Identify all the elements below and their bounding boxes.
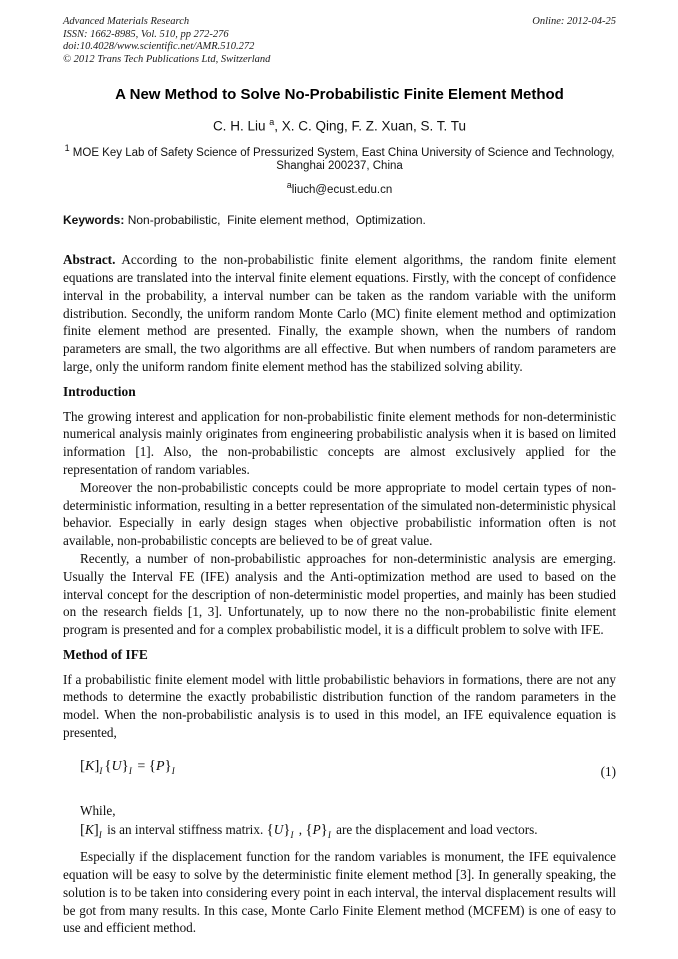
introduction-heading: Introduction [63,383,136,399]
keywords-text: Non-probabilistic, Finite element method, Optimization. [124,213,426,228]
matrix-description-text-3: are the displacement and load vectors. [332,822,538,838]
equation-row [63,758,616,781]
right-brace-p: } [320,822,328,839]
interval-subscript: I [128,765,132,776]
left-bracket: [ [80,757,85,774]
affiliation-text: MOE Key Lab of Safety Science of Pressurized System, East China University of Science and Technology, Shanghai 200237, China [69,146,615,173]
left-brace-p: { [305,822,313,839]
affiliation-line [63,141,616,174]
left-brace-u: { [104,757,112,774]
paper-title: A New Method to Solve No-Probabilistic Finite Element Method [115,86,564,103]
right-brace-p: } [164,757,172,774]
keywords-line [63,213,616,227]
journal-header [63,16,616,66]
paper-body [63,251,616,937]
load-vector-symbol: P [312,822,321,838]
email-line [63,180,616,196]
equals-sign: = [133,758,149,774]
authors-line [63,117,616,134]
matrix-description-line [63,821,616,845]
right-bracket: ] [94,757,100,774]
interval-subscript: I [99,765,103,776]
doi-line: doi:10.4028/www.scientific.net/AMR.510.272 [63,41,255,52]
stiffness-matrix-symbol: K [85,758,95,774]
method-paragraph-1: If a probabilistic finite element model with little probabilistic behaviors in formations, there are not any methods to determine the exactly probabilistic distribution function of the random parameters in the model. When the non-probabilistic analysis is to used in this model, an IFE equivalence equation is presented, [63,671,616,741]
authors-pre: C. H. Liu [212,118,270,134]
method-heading: Method of IFE [63,646,148,662]
left-brace-u: { [266,822,274,839]
load-vector-symbol: P [155,758,165,774]
copyright-line: © 2012 Trans Tech Publications Ltd, Switzerland [63,53,271,65]
right-brace-u: } [121,757,129,774]
introduction-paragraph-2: Moreover the non-probabilistic concepts could be more appropriate to model certain types of non-deterministic information, resulting in a better representation of the simulated non-deterministic physical behavior. Especially in early design stages when objective probabilistic information often is not available, non-probabilistic concepts are believed to be of great value. [63,479,616,549]
journal-name: Advanced Materials Research [63,16,190,27]
authors-post: , X. C. Qing, F. Z. Xuan, S. T. Tu [274,118,467,134]
keywords-label: Keywords: [63,213,125,228]
matrix-description-text-1: is an interval stiffness matrix. [103,822,267,838]
stiffness-matrix-symbol: K [85,822,94,838]
email-superscript: a [286,180,292,191]
left-brace-p: { [148,757,156,774]
affiliation-superscript: 1 [64,142,70,153]
left-bracket: [ [80,822,85,839]
author-superscript: a [269,117,275,127]
introduction-paragraph-1: The growing interest and application for non-probabilistic finite element methods for non-deterministic numerical analysis mainly originates from engineering probabilistic analysis when it is based on limited information [1]. Also, the non-probabilistic concepts are almost exclusively applied for the representation of random variables. [63,408,616,477]
displacement-vector-symbol: U [273,822,284,838]
online-date: Online: 2012-04-25 [532,16,616,27]
while-label: While, [80,802,116,818]
email-text: liuch@ecust.edu.cn [291,184,393,197]
matrix-description-text-2: , [295,822,306,838]
interval-subscript: I [290,830,294,841]
right-bracket: ] [93,822,99,839]
abstract-paragraph [63,251,616,376]
equation-number: (1) [600,763,616,779]
interval-subscript: I [327,830,331,841]
abstract-text: According to the non-probabilistic finite element algorithms, the random finite element equations are translated into the interval finite element equations. Firstly, with the concept of confidence interval in the probability, a interval number can be taken as the random variable with the uniform distribution. Secondly, the uniform random Monte Carlo (MC) finite element method and optimization finite element method are presented. Finally, the example shown, when the numbers of random parameters are small, the two algorithms are all effective. But when numbers of random parameters are large, only the uniform random finite element method has the stabilized solving ability. [63,252,616,374]
equation-math [63,758,177,781]
introduction-paragraph-3: Recently, a number of non-probabilistic approaches for non-deterministic analysis are emerging. Usually the Interval FE (IFE) analysis and the Anti-optimization method are used to based on the interval concept for the description of non-deterministic model properties, and mainly has been studied on the research fields [1, 3]. Unfortunately, up to now there no the non-probabilistic finite element program is presented and for a complex probabilistic model, it is a difficult problem to solve with IFE. [63,550,616,638]
interval-subscript: I [171,765,175,776]
right-brace-u: } [283,822,291,839]
interval-subscript: I [98,830,102,841]
method-paragraph-2: Especially if the displacement function for the random variables is monument, the IFE equivalence equation will be easy to solve by the deterministic finite element method [3]. In generally speaking, the solution is to be taken into considering every point in each interval, the interval displacement results will be got from many results. In this case, Monte Carlo Finite Element method (MCFEM) is one of easy to use and efficient method. [63,849,616,936]
issn-line: ISSN: 1662-8985, Vol. 510, pp 272-276 [63,28,229,40]
abstract-label: Abstract. [63,252,116,268]
displacement-vector-symbol: U [111,758,122,774]
